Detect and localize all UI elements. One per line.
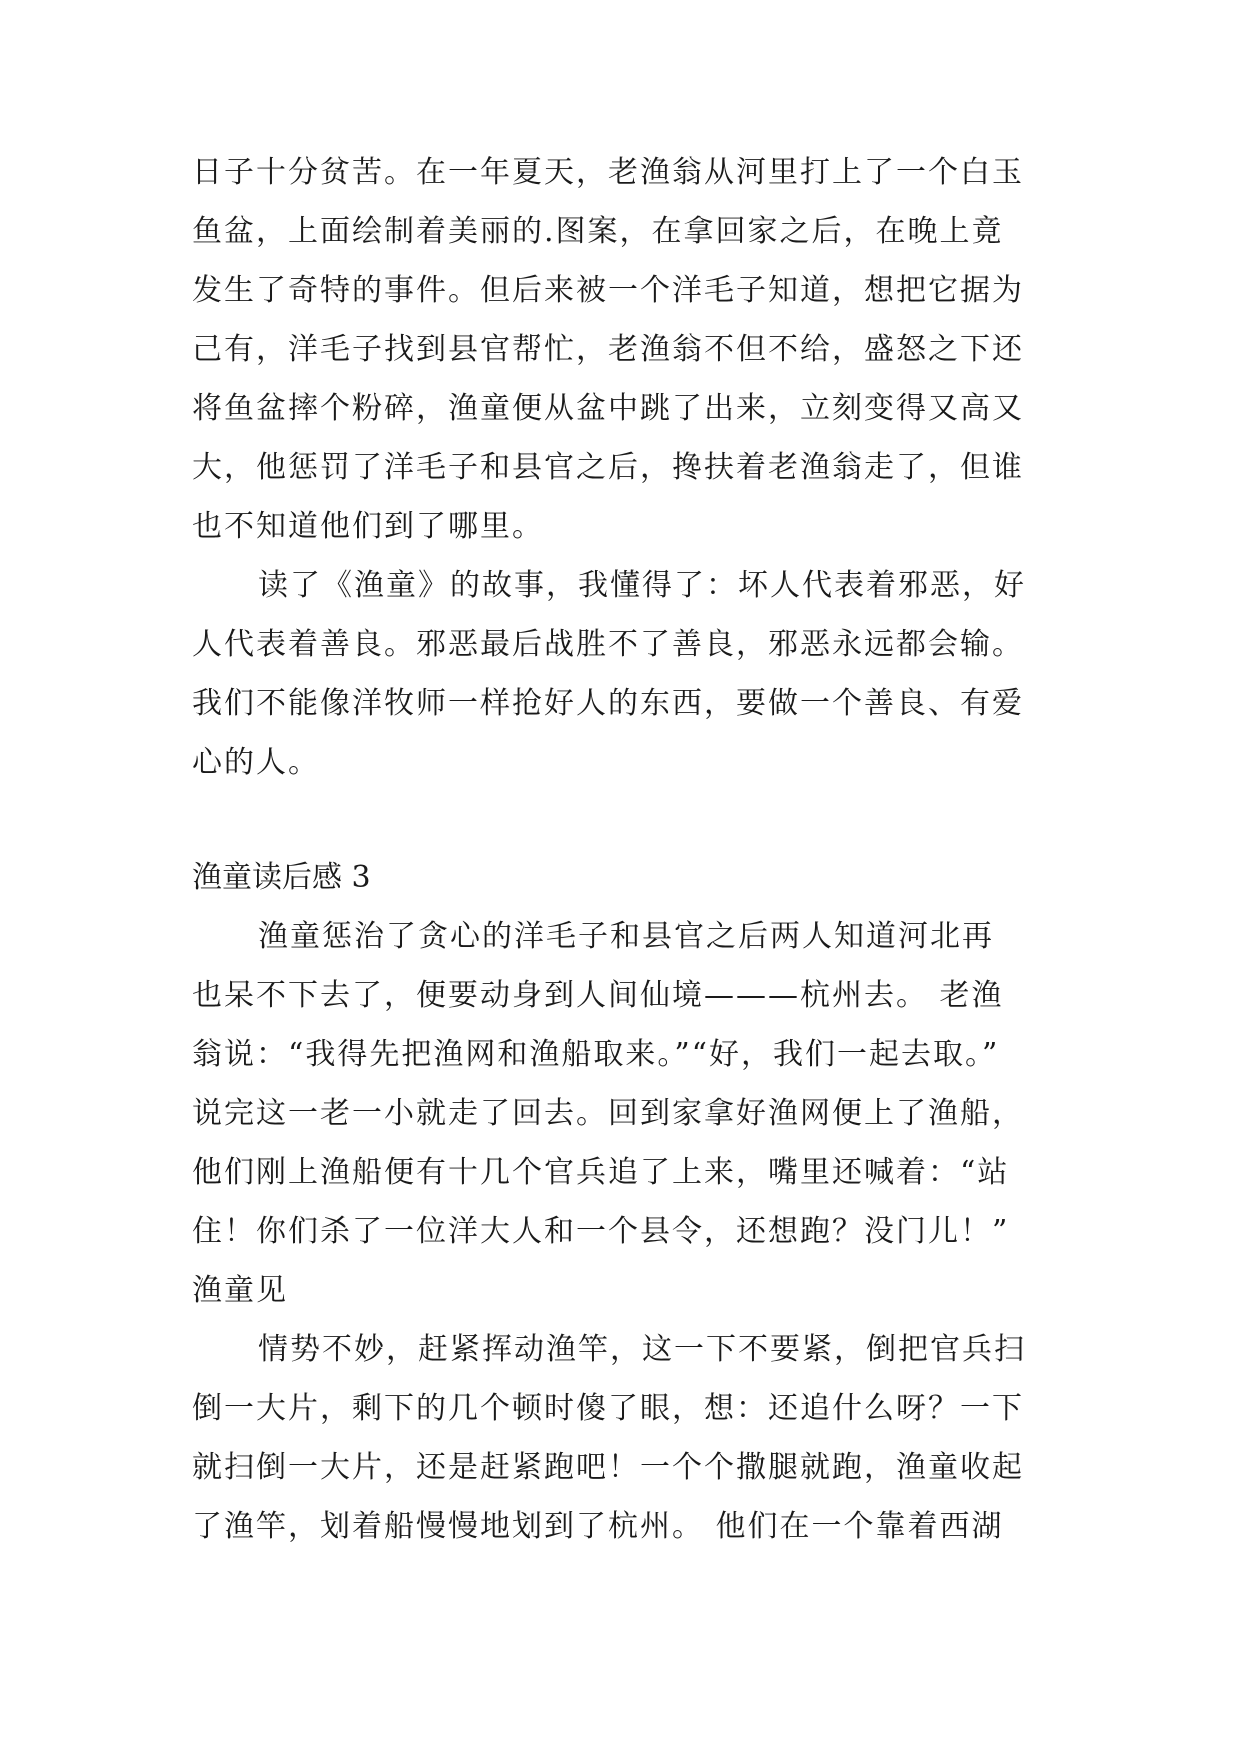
paragraph-3 bbox=[192, 907, 1052, 1320]
paragraph-line: 渔童见 bbox=[192, 1273, 288, 1308]
top-text-block bbox=[192, 143, 1052, 792]
paragraph-line: 也呆不下去了，便要动身到人间仙境———杭州去。 老渔 bbox=[192, 978, 1004, 1013]
paragraph-line: 就扫倒一大片，还是赶紧跑吧！一个个撒腿就跑，渔童收起 bbox=[192, 1450, 1024, 1485]
paragraph-line: 心的人。 bbox=[192, 745, 320, 780]
paragraph-line: 我们不能像洋牧师一样抢好人的东西，要做一个善良、有爱 bbox=[192, 686, 1024, 721]
paragraph-line: 日子十分贫苦。在一年夏天，老渔翁从河里打上了一个白玉 bbox=[192, 155, 1024, 190]
paragraph-line: 发生了奇特的事件。但后来被一个洋毛子知道，想把它据为 bbox=[192, 273, 1024, 308]
paragraph-line: 住！你们杀了一位洋大人和一个县令，还想跑？没门儿！” bbox=[192, 1214, 1010, 1249]
paragraph-line: 倒一大片，剩下的几个顿时傻了眼，想：还追什么呀？一下 bbox=[192, 1391, 1024, 1426]
paragraph-line: 己有，洋毛子找到县官帮忙，老渔翁不但不给，盛怒之下还 bbox=[192, 332, 1024, 367]
section-heading-block bbox=[192, 848, 1052, 907]
paragraph-line: 了渔竿，划着船慢慢地划到了杭州。 他们在一个靠着西湖 bbox=[192, 1509, 1004, 1544]
paragraph-4 bbox=[192, 1320, 1052, 1556]
paragraph-line: 大，他惩罚了洋毛子和县官之后，搀扶着老渔翁走了，但谁 bbox=[192, 450, 1024, 485]
paragraph-2 bbox=[192, 556, 1052, 792]
paragraph-line: 将鱼盆摔个粉碎，渔童便从盆中跳了出来，立刻变得又高又 bbox=[192, 391, 1024, 426]
paragraph-line: 说完这一老一小就走了回去。回到家拿好渔网便上了渔船， bbox=[192, 1096, 1024, 1131]
paragraph-1 bbox=[192, 143, 1052, 556]
paragraph-line: 渔童惩治了贪心的洋毛子和县官之后两人知道河北再 bbox=[258, 919, 994, 954]
paragraph-line: 鱼盆，上面绘制着美丽的.图案，在拿回家之后，在晚上竟 bbox=[192, 214, 1004, 249]
paragraph-line: 人代表着善良。邪恶最后战胜不了善良，邪恶永远都会输。 bbox=[192, 627, 1024, 662]
paragraph-line: 翁说：“我得先把渔网和渔船取来。”“好，我们一起去取。” bbox=[192, 1037, 1000, 1072]
bottom-text-block bbox=[192, 907, 1052, 1556]
paragraph-line: 也不知道他们到了哪里。 bbox=[192, 509, 544, 544]
paragraph-line: 情势不妙，赶紧挥动渔竿，这一下不要紧，倒把官兵扫 bbox=[258, 1332, 1026, 1367]
paragraph-line: 他们刚上渔船便有十几个官兵追了上来，嘴里还喊着：“站 bbox=[192, 1155, 1010, 1190]
paragraph-line: 读了《渔童》的故事，我懂得了：坏人代表着邪恶，好 bbox=[258, 568, 1026, 603]
section-heading: 渔童读后感 3 bbox=[192, 860, 371, 895]
